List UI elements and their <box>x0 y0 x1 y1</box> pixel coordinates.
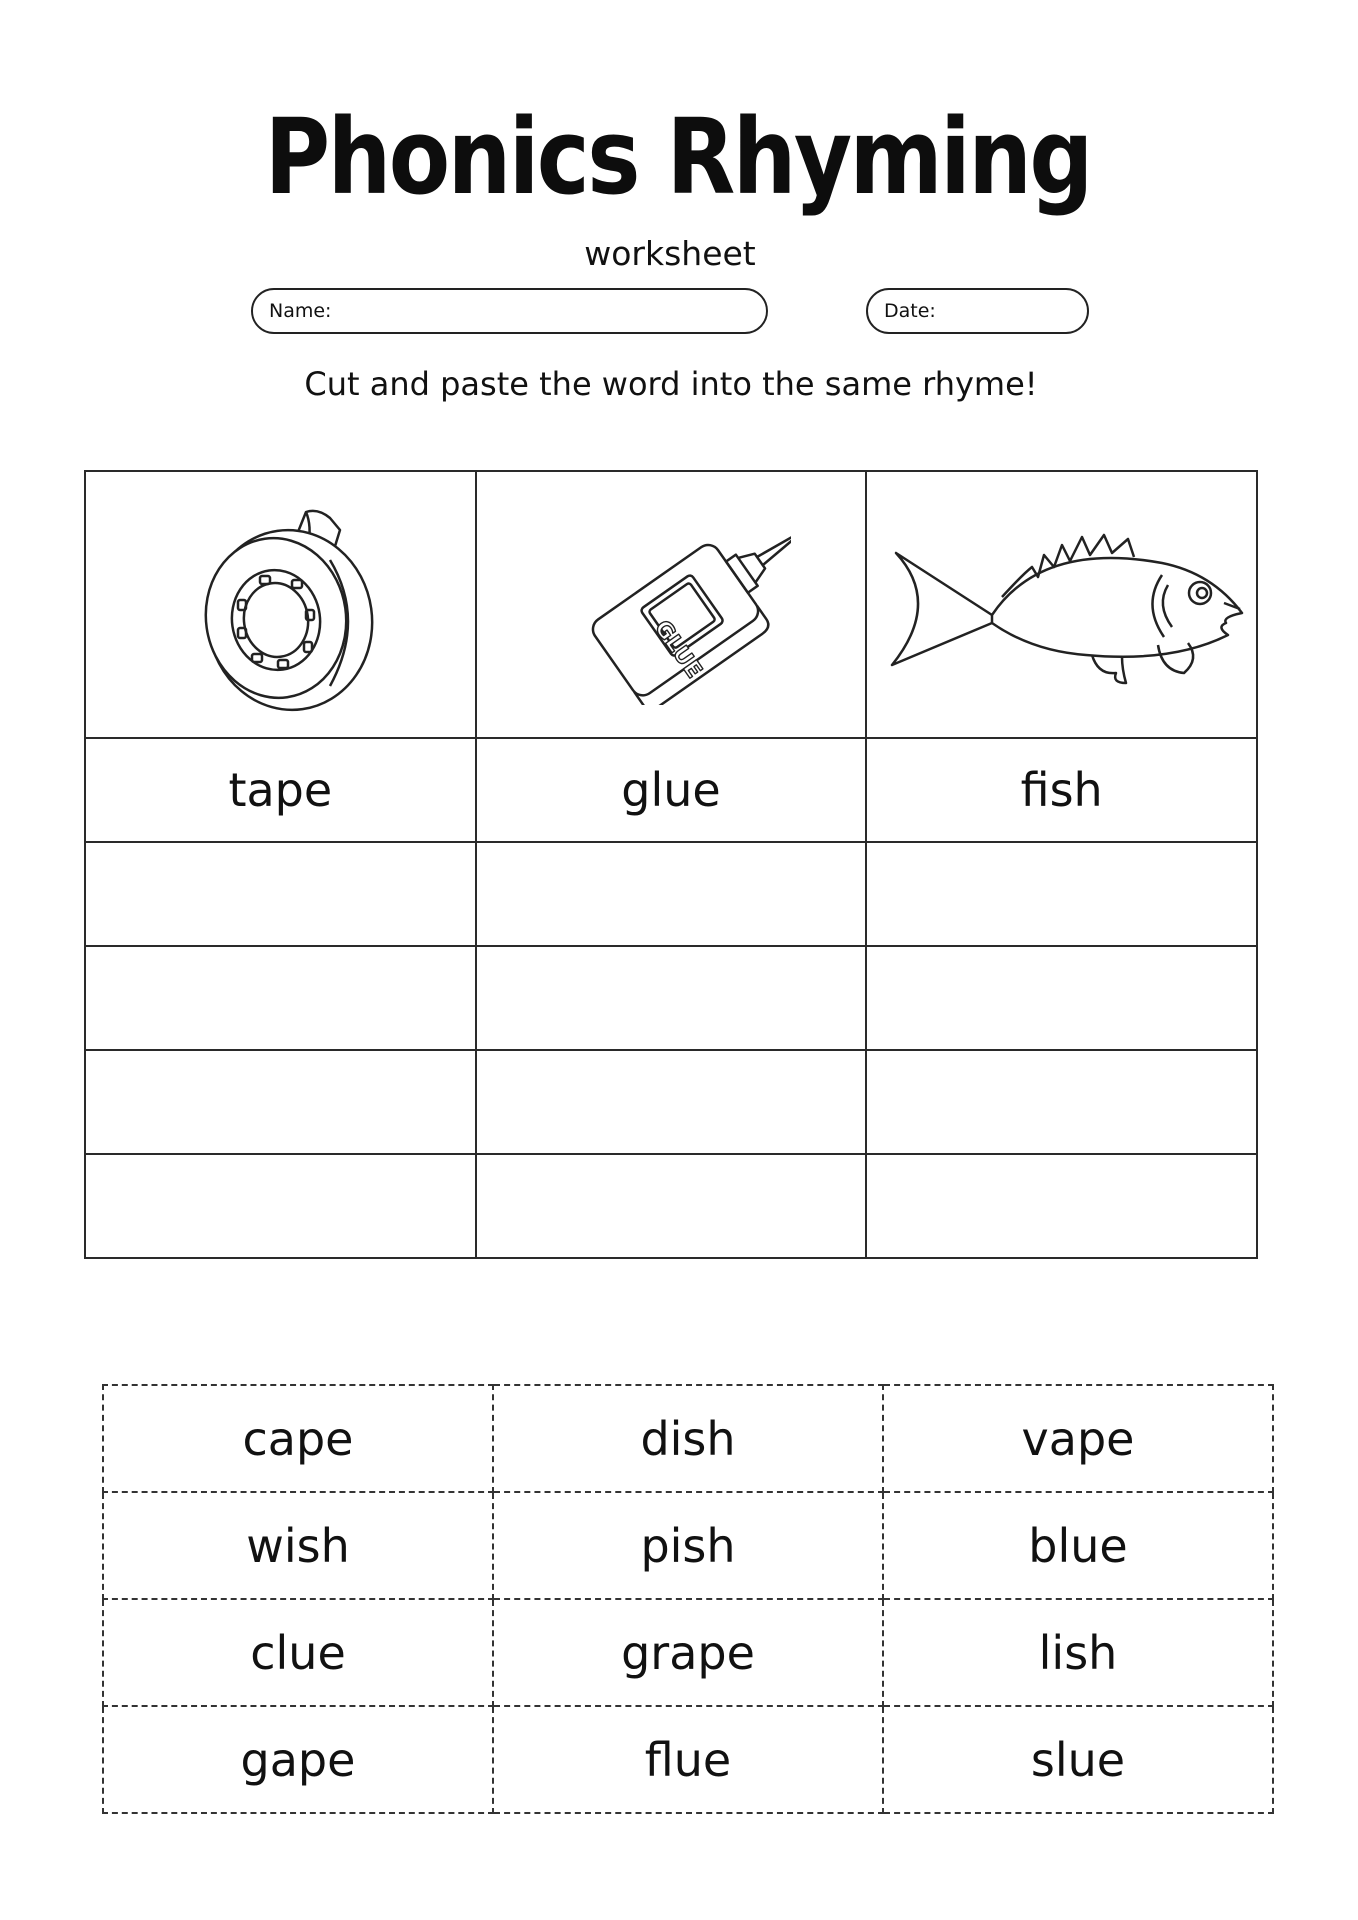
cutout-row <box>103 1385 1273 1492</box>
paste-row <box>85 1050 1257 1154</box>
cutout-word[interactable]: blue <box>883 1492 1273 1599</box>
paste-cell[interactable] <box>476 946 867 1050</box>
paste-cell[interactable] <box>476 842 867 946</box>
name-field[interactable] <box>251 288 768 334</box>
cutout-word[interactable]: slue <box>883 1706 1273 1813</box>
cutout-word[interactable]: wish <box>103 1492 493 1599</box>
paste-cell[interactable] <box>85 842 476 946</box>
cutout-word-grid <box>102 1384 1274 1814</box>
cutout-row <box>103 1706 1273 1813</box>
cutout-word[interactable]: grape <box>493 1599 883 1706</box>
paste-row <box>85 842 1257 946</box>
paste-cell[interactable] <box>866 1154 1257 1258</box>
cutout-word[interactable]: lish <box>883 1599 1273 1706</box>
column-word: fish <box>866 738 1257 842</box>
worksheet-subtitle: worksheet <box>584 234 756 273</box>
picture-row <box>85 471 1257 738</box>
picture-cell-fish <box>866 471 1257 738</box>
paste-row <box>85 1154 1257 1258</box>
date-label: Date: <box>884 300 936 322</box>
worksheet-title: Phonics Rhyming <box>264 96 1091 218</box>
paste-cell[interactable] <box>866 1050 1257 1154</box>
cutout-word[interactable]: pish <box>493 1492 883 1599</box>
cutout-row <box>103 1492 1273 1599</box>
paste-cell[interactable] <box>85 1050 476 1154</box>
picture-cell-tape <box>85 471 476 738</box>
cutout-word[interactable]: flue <box>493 1706 883 1813</box>
paste-cell[interactable] <box>476 1050 867 1154</box>
cutout-word[interactable]: dish <box>493 1385 883 1492</box>
paste-cell[interactable] <box>866 946 1257 1050</box>
rhyme-table <box>84 470 1258 1259</box>
paste-cell[interactable] <box>866 842 1257 946</box>
cutout-word[interactable]: vape <box>883 1385 1273 1492</box>
word-row <box>85 738 1257 842</box>
date-field[interactable] <box>866 288 1089 334</box>
cutout-word[interactable]: clue <box>103 1599 493 1706</box>
fish-icon <box>872 505 1252 705</box>
name-label: Name: <box>269 300 332 322</box>
tape-roll-icon <box>180 490 380 720</box>
paste-cell[interactable] <box>85 1154 476 1258</box>
cutout-word[interactable]: cape <box>103 1385 493 1492</box>
cutout-row <box>103 1599 1273 1706</box>
column-word: glue <box>476 738 867 842</box>
column-word: tape <box>85 738 476 842</box>
glue-label-text: GLUE <box>649 615 707 683</box>
paste-cell[interactable] <box>85 946 476 1050</box>
paste-row <box>85 946 1257 1050</box>
picture-cell-glue <box>476 471 867 738</box>
cutout-word[interactable]: gape <box>103 1706 493 1813</box>
glue-bottle-icon <box>551 505 791 705</box>
paste-cell[interactable] <box>476 1154 867 1258</box>
instruction-text: Cut and paste the word into the same rhyme! <box>304 365 1038 403</box>
